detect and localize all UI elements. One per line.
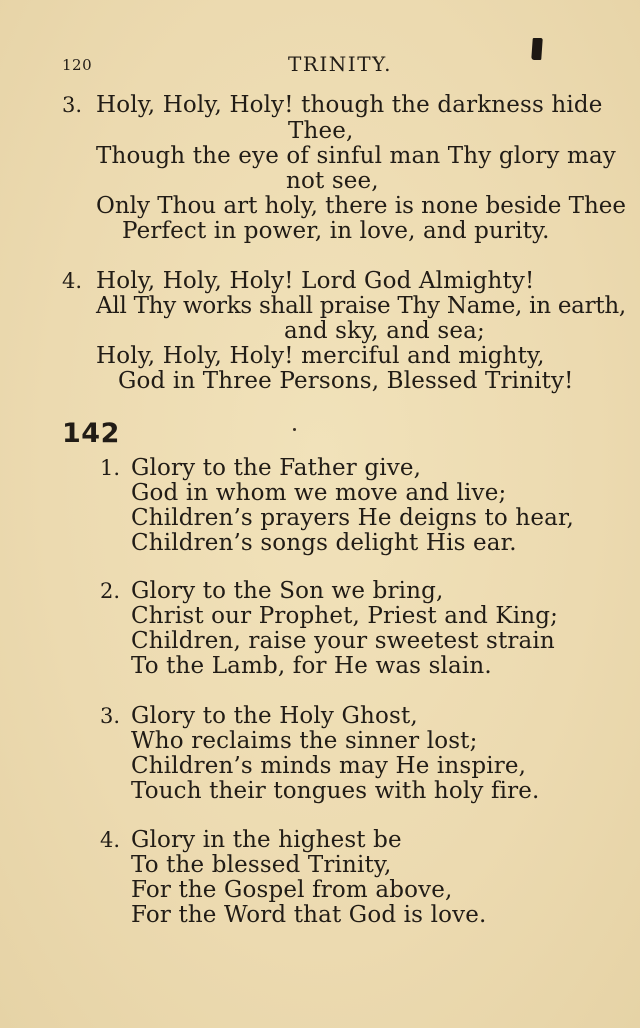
- verse-line: To the Lamb, for He was slain.: [131, 653, 492, 679]
- verse-line: To the blessed Trinity,: [131, 852, 392, 878]
- verse-line: Glory in the highest be: [131, 827, 402, 853]
- verse-line: Children’s minds may He inspire,: [131, 753, 527, 779]
- verse-line: Children, raise your sweetest strain: [131, 628, 555, 654]
- verse-line: Glory to the Father give,: [131, 455, 422, 481]
- verse-line: not see,: [286, 168, 379, 194]
- verse-number: 1.: [100, 456, 121, 480]
- verse-line: God in whom we move and live;: [131, 480, 507, 506]
- verse-line: All Thy works shall praise Thy Name, in earth,: [96, 293, 626, 319]
- verse-line: Children’s prayers He deigns to hear,: [131, 505, 575, 531]
- verse-number: 4.: [62, 269, 83, 293]
- verse-line: Children’s songs delight His ear.: [131, 530, 517, 556]
- verse-line: For the Word that God is love.: [131, 902, 487, 928]
- verse-line: Glory to the Holy Ghost,: [131, 703, 418, 729]
- verse-line: Thee,: [288, 118, 354, 144]
- verse-line: God in Three Persons, Blessed Trinity!: [118, 368, 574, 394]
- hymn-number: 142: [62, 418, 120, 449]
- running-title: TRINITY.: [288, 52, 393, 76]
- verse-line: Who reclaims the sinner lost;: [131, 728, 478, 754]
- verse-number: 3.: [62, 93, 83, 117]
- verse-line: Perfect in power, in love, and purity.: [122, 218, 550, 244]
- verse-line: Only Thou art holy, there is none beside Thee: [96, 193, 627, 219]
- verse-line: Holy, Holy, Holy! though the darkness hide: [96, 92, 603, 118]
- verse-number: 3.: [100, 704, 121, 728]
- verse-line: Touch their tongues with holy fire.: [131, 778, 540, 804]
- print-speck: [293, 428, 296, 431]
- verse-line: Christ our Prophet, Priest and King;: [131, 603, 558, 629]
- verse-number: 4.: [100, 828, 121, 852]
- verse-number: 2.: [100, 579, 121, 603]
- verse-line: Holy, Holy, Holy! merciful and mighty,: [96, 343, 545, 369]
- verse-line: Glory to the Son we bring,: [131, 578, 444, 604]
- ink-mark: [531, 38, 543, 60]
- verse-line: Holy, Holy, Holy! Lord God Almighty!: [96, 268, 535, 294]
- page-number: 120: [62, 56, 93, 74]
- verse-line: and sky, and sea;: [284, 318, 485, 344]
- verse-line: For the Gospel from above,: [131, 877, 453, 903]
- verse-line: Though the eye of sinful man Thy glory may: [96, 143, 616, 169]
